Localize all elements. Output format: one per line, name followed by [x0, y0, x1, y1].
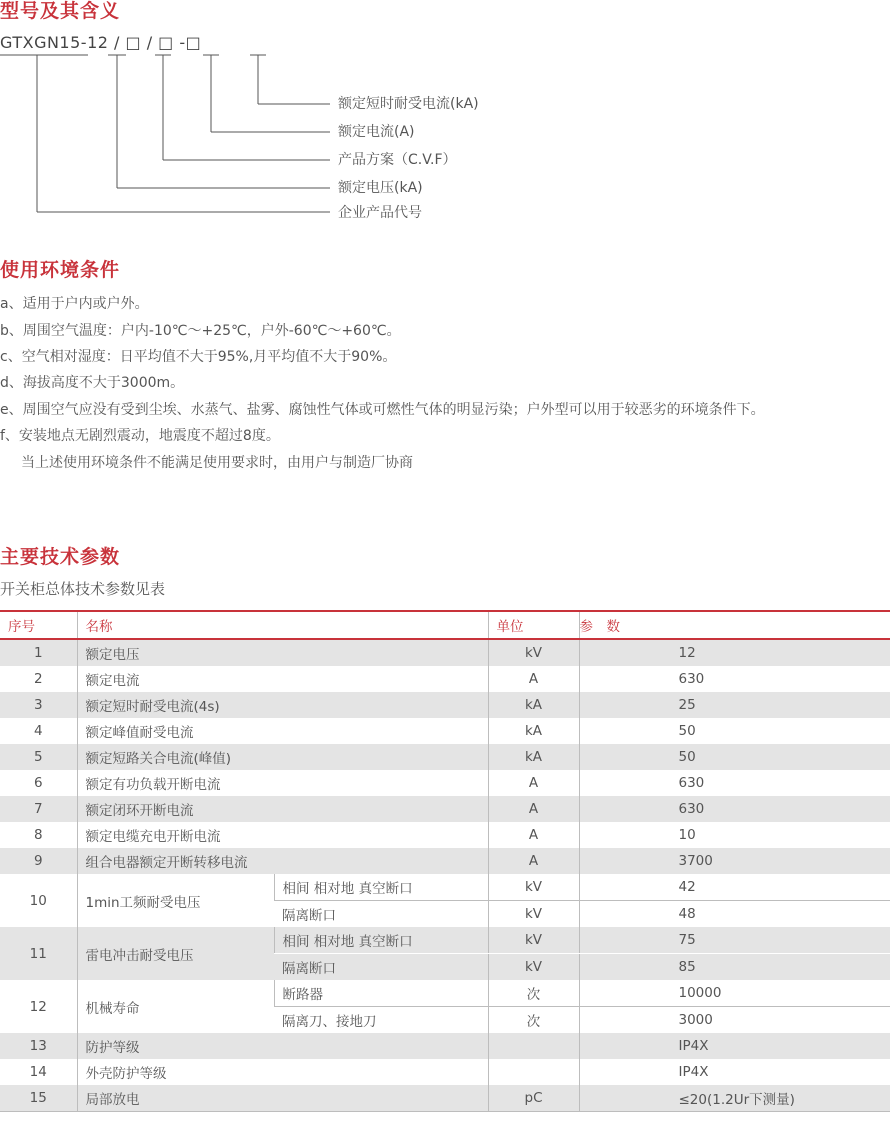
- cell-name: 额定电压: [77, 639, 488, 666]
- cell-value: 50: [579, 744, 890, 770]
- cell-sub: 断路器: [274, 980, 488, 1007]
- condition-e: e、周围空气应没有受到尘埃、水蒸气、盐雾、腐蚀性气体或可燃性气体的明显污染；户外型可以用于较恶劣的环境条件下。: [0, 402, 765, 418]
- cell-name: 1min工频耐受电压: [77, 874, 274, 927]
- cell-no: 8: [33, 827, 43, 843]
- cell-unit: [488, 1033, 579, 1059]
- heading-model: 型号及其含义: [0, 0, 121, 22]
- cell-value: 10: [579, 822, 890, 848]
- condition-d: d、海拔高度不大于3000m。: [0, 375, 185, 391]
- cell-sub: 隔离断口: [274, 954, 488, 981]
- cell-unit: kV: [488, 874, 579, 901]
- table-header-row: [0, 611, 890, 639]
- cell-sub: 隔离断口: [282, 908, 336, 924]
- cell-no: 7: [0, 796, 77, 822]
- model-label-rated-current: 额定电流(A): [338, 124, 415, 140]
- cell-name: 雷电冲击耐受电压: [77, 927, 274, 980]
- condition-a: a、适用于户内或户外。: [0, 296, 149, 312]
- condition-c: c、空气相对湿度：日平均值不大于95%,月平均值不大于90%。: [0, 349, 397, 365]
- cell-no: 3: [0, 692, 77, 718]
- cell-unit: A: [488, 770, 579, 796]
- cell-no: 13: [0, 1033, 77, 1059]
- table-row: [0, 822, 890, 848]
- table-row: [0, 796, 890, 822]
- cell-sub: 相间 相对地 真空断口: [274, 927, 488, 954]
- cell-unit: kA: [488, 692, 579, 718]
- cell-name: 组合电器额定开断转移电流: [77, 848, 488, 874]
- model-label-short-time-current: 额定短时耐受电流(kA): [338, 96, 479, 112]
- table-row: [0, 1059, 890, 1085]
- cell-unit: A: [488, 796, 579, 822]
- model-label-rated-voltage: 额定电压(kA): [338, 180, 423, 196]
- cell-no: 12: [29, 998, 47, 1015]
- header-name: 名称: [77, 611, 488, 639]
- cell-name: 额定电流: [77, 666, 488, 692]
- cell-unit: kV: [488, 927, 579, 954]
- table-row: [0, 666, 890, 692]
- cell-unit: A: [488, 848, 579, 874]
- heading-env: 使用环境条件: [0, 259, 121, 281]
- cell-no: 14: [29, 1064, 47, 1080]
- model-leader-lines: [0, 0, 890, 230]
- condition-f: f、安装地点无剧烈震动，地震度不超过8度。: [0, 428, 280, 444]
- cell-name: 局部放电: [77, 1085, 488, 1112]
- cell-value: 12: [579, 639, 890, 666]
- model-label-product-scheme: 产品方案（C.V.F）: [338, 152, 457, 168]
- cell-value: IP4X: [579, 1059, 890, 1085]
- cell-unit: 次: [488, 1007, 579, 1034]
- cell-value: 630: [579, 796, 890, 822]
- cell-value: 3700: [579, 848, 890, 874]
- cell-value: 50: [579, 718, 890, 744]
- table-row: [0, 692, 890, 718]
- cell-name: 额定闭环开断电流: [77, 796, 488, 822]
- cell-value: 85: [579, 954, 890, 981]
- cell-unit: kA: [488, 744, 579, 770]
- model-label-company-code: 企业产品代号: [338, 205, 422, 221]
- cell-name: 防护等级: [77, 1033, 488, 1059]
- table-intro: 开关柜总体技术参数见表: [0, 580, 166, 598]
- cell-no: 6: [33, 775, 43, 791]
- condition-note: 当上述使用环境条件不能满足使用要求时，由用户与制造厂协商: [21, 455, 413, 471]
- cell-unit: pC: [488, 1085, 579, 1112]
- table-row: [0, 874, 890, 901]
- cell-sub: 隔离刀、接地刀: [282, 1014, 377, 1030]
- cell-name: 额定电缆充电开断电流: [77, 822, 488, 848]
- cell-value: 75: [579, 927, 890, 954]
- header-no: 序号: [8, 619, 35, 635]
- cell-no: 5: [0, 744, 77, 770]
- cell-unit: 次: [488, 980, 579, 1007]
- heading-tech: 主要技术参数: [0, 546, 121, 568]
- cell-no: 4: [33, 723, 43, 739]
- cell-unit: kA: [488, 718, 579, 744]
- cell-value: 10000: [579, 980, 890, 1007]
- cell-sub: 相间 相对地 真空断口: [274, 874, 488, 901]
- cell-value: IP4X: [579, 1033, 890, 1059]
- table-row: [0, 848, 890, 874]
- cell-name: 外壳防护等级: [77, 1059, 488, 1085]
- header-value: [579, 611, 890, 639]
- cell-name: 额定短时耐受电流(4s): [77, 692, 488, 718]
- table-row: [0, 718, 890, 744]
- cell-name: 机械寿命: [77, 980, 274, 1033]
- table-row: [0, 770, 890, 796]
- cell-unit: A: [488, 666, 579, 692]
- cell-no: 1: [0, 639, 77, 666]
- cell-name: 额定有功负载开断电流: [77, 770, 488, 796]
- cell-unit: A: [488, 822, 579, 848]
- cell-value: ≤20(1.2Ur下测量): [579, 1085, 890, 1112]
- cell-value: 42: [579, 874, 890, 901]
- cell-no: 15: [0, 1085, 77, 1112]
- spec-table: [0, 610, 890, 1112]
- table-row: [0, 1033, 890, 1059]
- header-value-label: 参 数: [579, 619, 620, 635]
- cell-value: 25: [579, 692, 890, 718]
- cell-unit: [488, 1059, 579, 1085]
- cell-value: 3000: [579, 1007, 890, 1034]
- cell-name: 额定短路关合电流(峰值): [77, 744, 488, 770]
- cell-unit: kV: [488, 954, 579, 981]
- table-row: [0, 639, 890, 666]
- table-row: [0, 980, 890, 1007]
- header-unit: 单位: [488, 611, 579, 639]
- cell-unit: kV: [488, 901, 579, 928]
- cell-value: 630: [579, 770, 890, 796]
- cell-no: 11: [0, 927, 77, 980]
- cell-no: 9: [0, 848, 77, 874]
- table-row: [0, 927, 890, 954]
- condition-b: b、周围空气温度：户内-10℃～+25℃，户外-60℃～+60℃。: [0, 323, 401, 339]
- cell-value: 48: [579, 901, 890, 928]
- cell-no: 10: [29, 892, 47, 909]
- cell-value: 630: [579, 666, 890, 692]
- table-row: [0, 744, 890, 770]
- cell-name: 额定峰值耐受电流: [77, 718, 488, 744]
- model-code: GTXGN15-12 / □ / □ -□: [0, 33, 202, 52]
- cell-no: 2: [33, 671, 43, 687]
- table-row: [0, 1085, 890, 1112]
- cell-unit: kV: [488, 639, 579, 666]
